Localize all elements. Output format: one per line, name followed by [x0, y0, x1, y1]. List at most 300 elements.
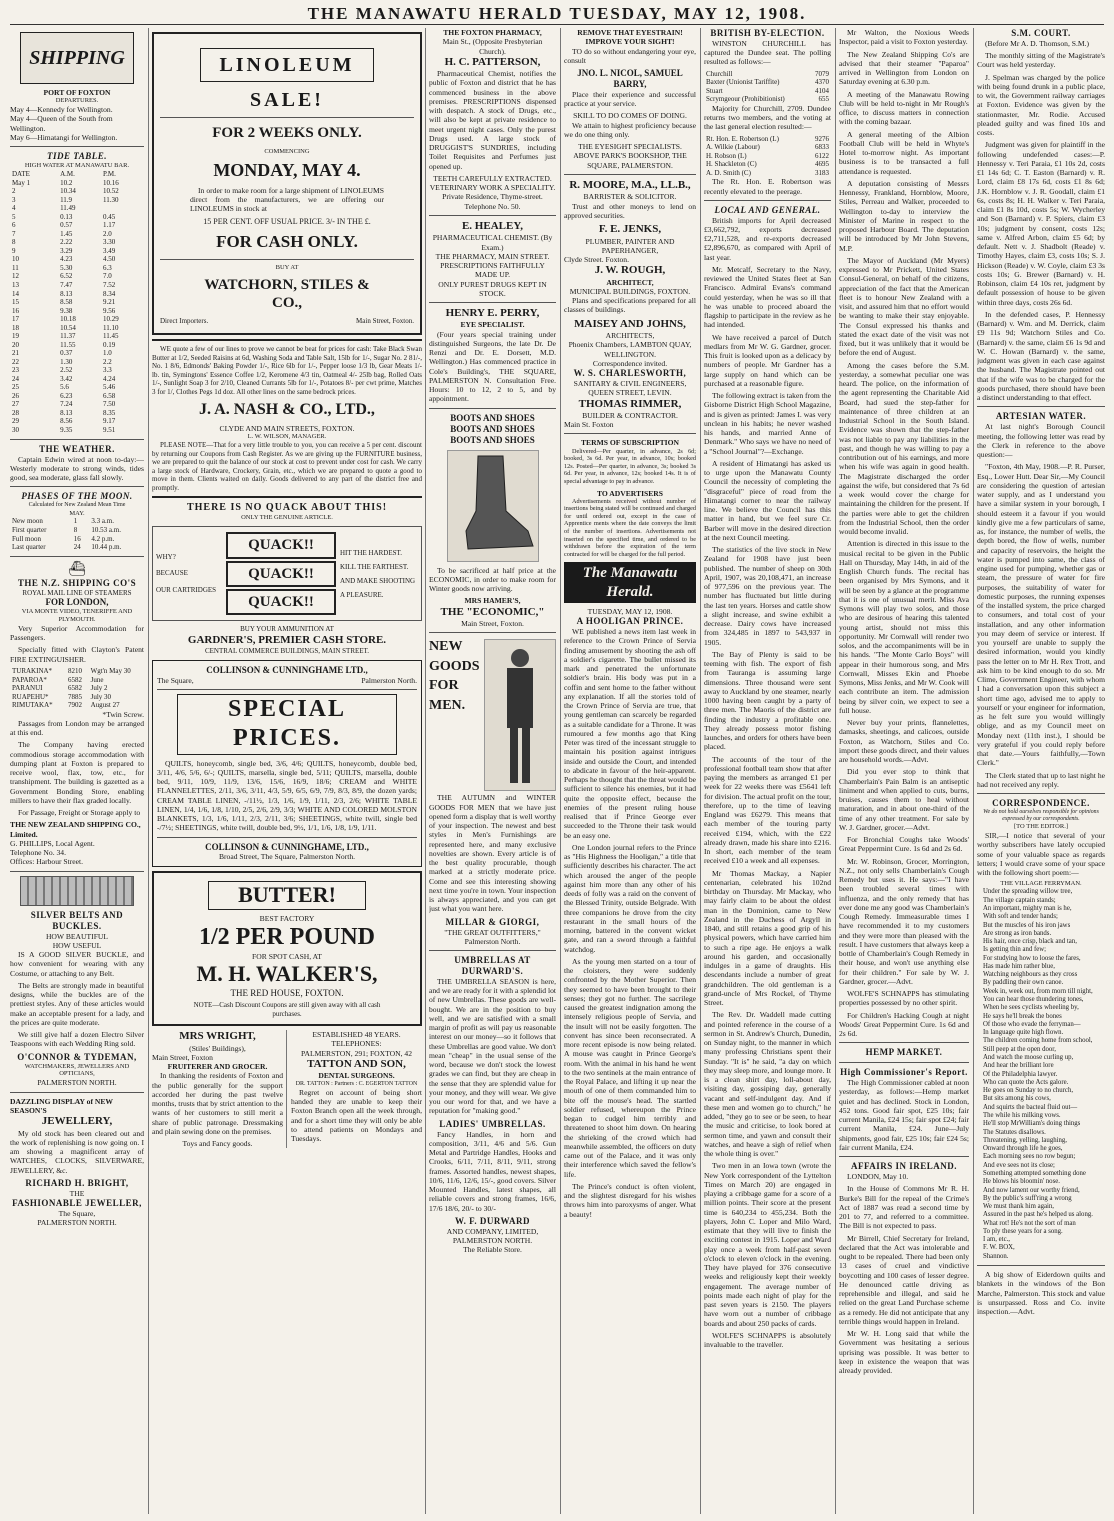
durward-name: W. F. DURWARD: [454, 1215, 531, 1226]
table-cell: 7.47: [60, 280, 73, 289]
table-row: [10, 238, 144, 247]
table-row: [10, 667, 144, 676]
table-row: [10, 543, 144, 552]
prince-paragraph: The Prince's conduct is often violent, and the slightest disregard for his wishes throws him into paroxysms of anger. What a beauty!: [564, 1181, 696, 1219]
charlesworth-name: W. S. CHARLESWORTH,: [573, 368, 687, 379]
table-row: [10, 315, 144, 324]
table-cell: 3.42: [60, 374, 73, 383]
moore-text: Trust and other moneys to lend on approved securities.: [564, 201, 696, 220]
paragraph: And now lament our worthy friend,: [983, 1186, 1080, 1194]
paragraph: At last night's Borough Council meeting, the following letter was read by the Clerk in reference to the above question:—: [977, 422, 1105, 460]
millar-name: MILLAR & GIORGI,: [445, 916, 540, 927]
table-cell: 30: [12, 426, 19, 434]
butter-price: 1/2 PER POUND: [199, 923, 375, 950]
table-row: [704, 70, 831, 79]
table-cell: Full moon: [12, 534, 41, 543]
tatton-telephones: TELEPHONES:: [331, 1039, 382, 1049]
rimmer-sub: BUILDER & CONTRACTOR.: [582, 410, 678, 420]
paragraph: For Children's Hacking Cough at night Woods' Great Peppermint Cure. 1s 6d and 2s 6d.: [839, 1010, 969, 1038]
private-residence: Private Residence, Thyme-street. Telephone No. 50.: [442, 192, 543, 211]
maisey-address: Phoenix Chambers, LAMBTON QUAY, WELLINGTON.: [568, 340, 692, 359]
tatton-telephones-numbers: PALMERSTON, 291; FOXTON, 42: [300, 1048, 413, 1058]
paragraph: The Clerk stated that up to last night he had not received any reply.: [977, 770, 1105, 789]
paragraph: The children coming home from school,: [983, 1037, 1093, 1045]
table-cell: 4370: [815, 78, 829, 87]
table-cell: 3.3 a.m.: [91, 517, 114, 526]
table-cell: 23: [12, 366, 19, 375]
paragraph: Of those who evade the ferryman—: [983, 1020, 1081, 1028]
column-pharmacy: [429, 28, 556, 1514]
paragraph: What rot! He's not the sort of man: [983, 1219, 1076, 1227]
linoleum-buy-at: BUY AT: [275, 264, 299, 272]
election-title: BRITISH BY-ELECTION.: [710, 28, 825, 38]
table-cell: 10: [12, 255, 19, 264]
paragraph: A general meeting of the Albion Football Club will be held in Whyte's Hotel to-morrow night. As important business is to be transacted a full attendance is requested.: [839, 129, 969, 176]
table-cell: A. D. Smith (C): [706, 168, 751, 177]
tatton-text: Regret on account of being short handed they are unable to keep their Foxton Branch open all the week through, and for a short time they will only be able to attend patients on Mondays and Tuesdays.: [291, 1087, 422, 1144]
walker-note: NOTE—Cash Discount Coupons are still given away with all cash purchases.: [193, 1001, 381, 1018]
table-cell: 3.3: [103, 366, 112, 375]
quack-right: HIT THE HARDEST.: [340, 548, 403, 557]
table-row: [704, 135, 831, 144]
table-cell: 16: [12, 306, 19, 315]
table-cell: TURAKINA*: [12, 666, 53, 675]
steamer-table: [10, 667, 144, 710]
paragraph: Week in, week out, from morn till night,: [983, 987, 1093, 995]
hemp-title: HEMP MARKET.: [865, 1047, 943, 1058]
table-cell: 9276: [815, 134, 829, 143]
election-text3: The Rt. Hon. E. Robertson was recently elevated to the peerage.: [704, 177, 831, 196]
table-cell: July 2: [90, 684, 108, 693]
correspondence-title: CORRESPONDENCE.: [992, 798, 1090, 809]
paragraph: But the muscles of his iron jaws: [983, 921, 1071, 929]
paragraph: With soft and tender hands;: [983, 913, 1058, 921]
linoleum-commencing: COMMENCING: [264, 148, 310, 156]
nicol-name: JNO. L. NICOL, SAMUEL BARRY,: [577, 68, 683, 89]
column-editorial: [564, 28, 696, 1514]
herald-date: TUESDAY, MAY 12, 1908.: [587, 606, 673, 616]
wolfe-tail: WOLFE'S SCHNAPPS is absolutely invaluable to the traveller.: [704, 1330, 831, 1350]
collinson-ad: [152, 660, 422, 867]
paragraph: An important, mighty man is he,: [983, 904, 1072, 912]
artesian-paragraphs: [977, 422, 1105, 789]
eiderdown-text: A big show of Eiderdown quilts and blankets in the windows of the Bon Marche, Palmerston. This stock and value is unsurpassed. Ross and Co. invite inspection.—Advt.: [977, 1270, 1105, 1317]
quack-box: QUACK!!: [226, 589, 336, 615]
table-cell: 3: [12, 195, 16, 204]
specialists-address: ABOVE PARK'S BOOKSHOP, THE SQUARE, PALMERSTON.: [573, 151, 687, 170]
table-cell: 19: [12, 332, 19, 341]
oconnor-place: PALMERSTON NORTH.: [37, 1078, 117, 1088]
table-cell: 11: [12, 263, 19, 272]
table-cell: 22: [12, 357, 19, 366]
terms-text: Delivered—Per quarter, in advance, 2s 6d; booked, 3s 6d. Per year, in advance, 10s; booked 12s. Posted—Per quarter, in advance, 3s; booked 3s 6d. Per year, in advance, 12s; booked 14s. It is of special advantage to pay in advance.: [564, 447, 696, 485]
table-cell: 5.46: [103, 383, 116, 392]
tatton-partners: DR. TATTON : Partners : C. EGERTON TATTON: [295, 1080, 418, 1087]
table-cell: 25: [12, 383, 19, 392]
table-cell: 1.0: [103, 349, 112, 358]
table-cell: 11.30: [103, 195, 119, 204]
table-row: [704, 152, 831, 161]
table-cell: 10.52: [103, 187, 119, 196]
nz-shipping-sub3: VIA MONTE VIDEO, TENERIFFE AND PLYMOUTH.: [21, 608, 133, 624]
oconnor-sub: WATCHMAKERS, JEWELLERS AND OPTICIANS,: [24, 1062, 130, 1078]
table-cell: 7885: [68, 692, 83, 701]
walker-address: THE RED HOUSE, FOXTON.: [230, 988, 344, 999]
table-cell: 2.52: [60, 366, 73, 375]
table-cell: First quarter: [12, 525, 47, 534]
paragraph: And squirts the bacteal fluid out—: [983, 1103, 1078, 1111]
linoleum-weeks: FOR 2 WEEKS ONLY.: [212, 124, 362, 141]
paragraph: Onward through life he goes,: [983, 1145, 1063, 1153]
paragraph: He says he'll break the bones: [983, 1012, 1062, 1020]
teeth-text: TEETH CAREFULLY EXTRACTED.: [433, 173, 552, 183]
table-cell: 11.45: [103, 332, 119, 341]
table-row: [10, 400, 144, 409]
nz-shipping-sub2: FOR LONDON,: [45, 597, 109, 608]
hemp-text: The High Commissioner cabled at noon yesterday, as follows:—Hemp market quiet and has declined. Stock in London, 452 tons. Good fair spot, £25 10s; fair current Manila, £24 15s; fair spot £24; fair current Manila, £24. June—July shipments, good fair, £25 10s; fair £24 5s; fair current Manila, £24.: [839, 1078, 969, 1152]
butter-title: BUTTER!: [208, 881, 366, 910]
table-cell: Stuart: [706, 86, 723, 95]
table-cell: June: [90, 675, 104, 684]
election-results-table: [704, 70, 831, 104]
paragraph: WOLFE'S SCHNAPPS has stimulating properties possessed by no other spirit.: [839, 989, 969, 1008]
table-row: [10, 281, 144, 290]
butter-sub: BEST FACTORY: [259, 913, 315, 923]
table-cell: 10.44 p.m.: [91, 543, 122, 552]
new-goods-ad: [429, 637, 556, 793]
tide-table-title: TIDE TABLE.: [46, 151, 107, 162]
table-cell: 6.23: [60, 391, 73, 400]
table-row: [10, 221, 144, 230]
table-cell: 4695: [815, 160, 829, 169]
local-general-title: LOCAL AND GENERAL.: [714, 204, 821, 215]
table-cell: 26: [12, 391, 19, 400]
table-cell: 28: [12, 408, 19, 417]
paragraph: The accounts of the tour of the professional football team show that after paying the members as arranged £1 per week for 22 weeks there was £5641 left for division. The actual profit on the tour, therefore, up to the time of leaving England was £6279. This means that each member of the touring party received £194, which, with the £22 already drawn, made his share into £216. In short, each member of the team received £10 a week and all expenses.: [704, 754, 831, 866]
collinson-place: Palmerston North.: [361, 675, 417, 685]
paragraph: Each morning sees no row begun;: [983, 1153, 1076, 1161]
table-cell: 15: [12, 298, 19, 307]
maisey-correspondence: Correspondence invited.: [592, 358, 668, 368]
belts-text2: The Belts are strongly made in beautiful designs, while the buckles are of the prettiest styles. Any of these articles would make an acceptable present for a lady, and the prices are quite moderate.: [10, 980, 144, 1027]
paragraph: Is getting thin and few;: [983, 946, 1047, 954]
economic-address: Main Street, Foxton.: [461, 619, 524, 629]
paragraph: The statistics of the live stock in New Zealand for 1908 have just been published. The number of sheep on 30th April, 1907, was 20,108,471, an increase of 977,596 on the previous year. The number has fluctuated but little during the last ten years. Horses and cattle show a slight increase, and swine exhibit a decrease. Dairy cows have increased from 324,485 in 1897 to 543,937 in 1905.: [704, 545, 831, 647]
table-row: [10, 196, 144, 205]
wright-toys: Toys and Fancy goods.: [182, 1139, 253, 1149]
tatton-established: ESTABLISHED 48 YEARS.: [312, 1030, 401, 1040]
table-cell: RUAPEHU*: [12, 692, 49, 701]
rough-name: J. W. ROUGH,: [594, 264, 666, 277]
table-cell: 13: [12, 280, 19, 289]
table-cell: 0.57: [60, 221, 73, 230]
paragraph: Judgment was given for plaintiff in the following undefended cases:—P. Hennessy v. Teri Paraia, £1 10s 2d, costs £1 14s 6d; C. T. Easton (Barnard) v. R. Lord, claim £8 17s 6d, costs £1 8s 6d; J.K. Hornblow v. J. R. Goodall, claim £1 6s, costs 8s; H. H. Walker v. Teri Paraia, claim £1 8s 10d, costs 5s; W. Wycherley and Son (Barnard) v. P. Spiers, claim £3 10s; judgment by consent, costs 12s; same v. Alfred Arbon, claim £5 6d; by default. Nett v. J. Shadbolt (Reade) v. Timothy Hayes, claim £3, costs 10s; S. J. Hickson (Reade) v. W. Coyle, claim £3 3s costs 10s; G. Brewer (Barnard) v. H. Robinson, claim £4 10s ret, judgment by default possession of house to be given within three days, costs 26s 6d.: [977, 140, 1105, 307]
table-cell: 12: [12, 272, 19, 281]
column-divider: [700, 28, 701, 1514]
table-cell: 9.38: [60, 306, 73, 315]
quack-ad: [152, 526, 422, 621]
linoleum-date: MONDAY, MAY 4.: [213, 160, 361, 180]
linoleum-discount: 15 PER CENT. OFF USUAL PRICE. 3/- IN THE £.: [203, 216, 371, 226]
quack-box: QUACK!!: [226, 561, 336, 587]
paragraph: The Bay of Plenty is said to be teeming with fish. The export of fish from Tauranga is assuming large dimensions. Three thousand were sent away to Auckland by one steamer, nearly 1000 having been caught by a party of three men. The Maoris of the district are finding the industry a profitable one. They already possess motor fishing launches, and orders for others have been placed.: [704, 649, 831, 752]
paragraph: For Bronchial Coughs take Woods' Great Peppermint Cure. 1s 6d and 2s 6d.: [839, 835, 969, 854]
new-goods-line: GOODS: [429, 658, 480, 674]
table-cell: 7079: [815, 69, 829, 78]
paragraph: (Before Mr A. D. Thomson, S.M.): [985, 38, 1090, 48]
nash-manager: L. W. WILSON, MANAGER.: [247, 433, 327, 441]
paragraph: A meeting of the Manawatu Rowing Club will be held to-night in Mr Rough's office, to discuss matters in connection with the coming bazaar.: [839, 89, 969, 127]
jenks-name: F. E. JENKS,: [598, 223, 662, 236]
paragraph: Has made him rather blue,: [983, 962, 1055, 970]
paragraph: And eve sees not its close;: [983, 1161, 1055, 1169]
boots-text: To be sacrificed at half price at the ECONOMIC, in order to make room for Winter goods now arriving.: [429, 565, 556, 594]
belts-sub1: HOW BEAUTIFUL: [45, 931, 109, 941]
tide-table-subtitle: HIGH WATER AT MANAWATU BAR.: [24, 162, 130, 170]
table-cell: 8: [73, 525, 78, 534]
table-row: [10, 349, 144, 358]
butter-cash: FOR SPOT CASH, AT: [252, 952, 322, 962]
moore-sub: BARRISTER & SOLICITOR.: [583, 192, 677, 202]
table-row: [10, 409, 144, 418]
table-cell: 1.30: [60, 357, 73, 366]
table-cell: [101, 204, 144, 213]
table-cell: 6.3: [103, 263, 112, 272]
durward-sub: AND COMPANY, LIMITED,: [446, 1226, 539, 1236]
linoleum-cash: FOR CASH ONLY.: [216, 232, 358, 252]
belts-sub2: HOW USEFUL: [52, 940, 102, 950]
nicol-text: Place their experience and successful practice at your service.: [564, 89, 696, 109]
paragraph: A resident of Himatangi has asked us to urge upon the Manawatu County Council the necessity of completing the "disgraceful" piece of road from the Himatangi corner to near the railway line. We believe the Council has this matter in hand, but we feel sure Cr. Barber will move in the desired direction at the next Council meeting.: [704, 458, 831, 542]
paragraph: For studying how to loose the fares,: [983, 954, 1081, 962]
table-cell: 5.30: [60, 263, 73, 272]
table-row: [704, 78, 831, 87]
nz-shipping-title: THE N.Z. SHIPPING CO'S: [17, 577, 137, 588]
table-row: [10, 204, 144, 213]
ladies-umbrellas-title: LADIES' UMBRELLAS.: [439, 1118, 546, 1129]
table-row: [10, 332, 144, 341]
paragraph: Still peep at the open door,: [983, 1045, 1056, 1053]
collinson2-name: COLLINSON & CUNNINGHAME, LTD.,: [205, 841, 369, 852]
tide-col-pm: P.M.: [103, 170, 116, 179]
new-goods-line: MEN.: [429, 698, 466, 714]
maisey-sub: ARCHITECTS,: [605, 331, 655, 341]
watchorn-sub: Direct Importers.: [160, 316, 209, 325]
table-row: [704, 160, 831, 169]
table-cell: 8: [12, 238, 16, 247]
durward-store: The Reliable Store.: [463, 1245, 522, 1255]
paragraph: Assured in the past he's helped us along.: [983, 1211, 1093, 1219]
healey-address: THE PHARMACY, MAIN STREET.: [435, 251, 550, 261]
linoleum-sale: SALE!: [250, 89, 324, 112]
table-cell: 20: [12, 340, 19, 349]
offices-text: Offices: Harbour Street.: [10, 857, 84, 867]
table-cell: 10.2: [60, 178, 73, 187]
table-row: [10, 298, 144, 307]
paragraph: Mr Walton, the Noxious Weeds Inspector, paid a visit to Foxton yesterday.: [839, 28, 969, 47]
tatton-name: TATTON AND SON,: [307, 1057, 406, 1070]
paragraph: And hear the brilliant lore: [983, 1062, 1054, 1070]
healey-name: E. HEALEY,: [461, 219, 524, 232]
table-cell: 4: [12, 204, 16, 213]
paragraph: You can hear those thundering tones,: [983, 996, 1084, 1004]
walker-name: M. H. WALKER'S,: [196, 961, 378, 987]
table-cell: 6122: [815, 151, 829, 160]
table-cell: May 1: [12, 178, 31, 187]
table-cell: RIMUTAKA*: [12, 701, 53, 710]
gardner-address: CENTRAL COMMERCE BUILDINGS, MAIN STREET.: [204, 647, 370, 656]
table-cell: 7.52: [103, 280, 116, 289]
foxton-pharmacy-sub: Main St., (Opposite Presbyterian Church).: [442, 37, 543, 56]
foxton-pharmacy-title: THE FOXTON PHARMACY,: [443, 28, 542, 37]
paragraph: Mr. W. Robinson, Grocer, Morrington, N.Z., not only sells Chamberlain's Cough Remedy but uses it. He says:—"I have been troubled several times with influenza, and the only remedy that has ever done me any good was Chamberlain's Cough Remedy. Immeasurable times I have recommended it to my customers and they were more than pleased with the result. I have customers that always keep a bottle of Chamberlain's Cough Remedy in their house, and won't use anything else for their children." For sale by W. J. Gardner, grocer.—Advt.: [839, 856, 969, 986]
table-cell: 6582: [68, 684, 83, 693]
table-row: [10, 535, 144, 544]
shipping-logo: SHIPPING: [20, 32, 134, 84]
nz-shipping-sub1: ROYAL MAIL LINE OF STEAMERS: [22, 588, 132, 597]
nz-shipping-text1: Very Superior Accommodation for Passengers.: [10, 623, 144, 643]
masthead: THE MANAWATU HERALD TUESDAY, MAY 12, 1908.: [307, 4, 807, 23]
paragraph: Under the spreading willow tree,: [983, 888, 1073, 896]
table-cell: 11.55: [60, 340, 76, 349]
rough-sub2: MUNICIPAL BUILDINGS, FOXTON.: [569, 286, 691, 296]
paragraph: By the public's suff'ring a wrong: [983, 1194, 1072, 1202]
table-cell: 9.35: [60, 426, 73, 434]
table-cell: Rt. Hon. E. Robertson (L): [706, 134, 779, 143]
table-cell: 24: [73, 543, 81, 552]
table-cell: 6833: [815, 143, 829, 152]
eyestrain-title: REMOVE THAT EYESTRAIN! IMPROVE YOUR SIGHT!: [577, 28, 683, 47]
table-cell: 6: [12, 221, 16, 230]
paragraph: Mr. Metcalf, Secretary to the Navy, reviewed the United States fleet at San Francisco. Admiral Evans's command could yesterday, when he was so ill that he was unable to proceed aboard the flagship to participate in the review as he had intended.: [704, 264, 831, 330]
table-cell: 8.56: [60, 417, 73, 426]
freight-text: For Passage, Freight or Storage apply to: [18, 808, 141, 818]
artesian-title: ARTESIAN WATER.: [995, 411, 1087, 422]
table-cell: 3.29: [60, 246, 73, 255]
table-cell: 8.35: [103, 408, 116, 417]
table-cell: 11.49: [60, 204, 76, 213]
table-cell: 7902: [68, 701, 83, 710]
patterson-text: Pharmaceutical Chemist, notifies the public of Foxton and district that he has commenced business in the above premises. PRESCRIPTIONS dispensed with despatch. A stock of Drugs, etc., will also be kept at private residence to meet urgent night cases. Only the purest Drugs used. A large stock of DRUGGIST'S SUNDRIES, including Toilet Requisites and Perfumes just opened up.: [429, 69, 556, 171]
paragraph: A deputation consisting of Messrs Hennessy, Frankland, Hornblow, Moore, Stiles, Perreau and Walker, proceeded to Wellington to-day to interview the Minister of Marine in respect to the proposed Harbour Board. The deputation will be introduced by Mr John Stevens, M.P.: [839, 178, 969, 253]
paragraph: Did you ever stop to think that Chamberlain's Pain Balm is an antiseptic liniment and when applied to cuts, burns, bruises, causes them to heal without maturation, and in about one-third of the time of any other treatment. For sale by W. J. Gardner, grocer.—Advt.: [839, 767, 969, 832]
tide-table-body: [10, 179, 144, 435]
paragraph: The Rev. Dr. Waddell made cutting and pointed reference in the course of a sermon in St. Andrew's Church, Dunedin, on Sunday night, to the manner in which many professing Christians spent their Sunday. "It is" he said, "a day on which they may sleep more, and lounge more. It is a clean shirt day, loll-about day, visiting day, gossiping day, generally vacant and self-indulgent day. And if these men and women go to church," he added, "they go to see or be seen, to hear the music and criticise, to look bored at sermon time, and yawn and consult their watches, and heave a sigh of relief when the whole thing is over.": [704, 1010, 831, 1159]
table-row: [10, 392, 144, 401]
linoleum-text: In order to make room for a large shipment of LINOLEUMS direct from the manufacturers, we are offering our LINOLEUMS in stock at: [190, 185, 384, 214]
table-cell: 0.37: [60, 349, 73, 358]
bright-the: THE: [69, 1188, 85, 1198]
rimmer-address: Main St. Foxton: [564, 420, 614, 430]
paragraph: F. W. BOX,: [983, 1244, 1015, 1252]
column-divider: [560, 28, 561, 1514]
jenks-address: Clyde Street. Foxton.: [564, 255, 629, 264]
table-cell: 27: [12, 400, 19, 409]
moon-title: PHASES OF THE MOON.: [21, 491, 133, 502]
weather-text: Captain Edwin wired at noon to-day:—Westerly moderate to strong winds, tides good, sea moderate, glass fall slowly.: [10, 454, 144, 482]
table-cell: Churchill: [706, 69, 733, 78]
passages-text: Passages from London may be arranged at this end.: [10, 718, 144, 738]
prince-paragraph: As the young men started on a tour of the cloisters, they were suddenly confronted by the Mother Superior. Then they seemed to have been brought to their senses; they got no further. The sacrilege caused the greatest indignation among the intensely religious people of Servia, and the insult will not be easily forgotten. The convent has since been reconsecrated. A more recent episode is now being related. A mouse was caught in Prince George's room. With the animal in his hand he went to the two sentinels at the main entrance of the Royal Palace, and lifting it up near the mouth of one of them commanded him to bite off the mouse's head. The startled soldier refused, whereupon the Prince began to cudgel him terribly and threatened to shoot him down. On hearing the shrieking of the crowd which had meanwhile assembled, the officers on duty came out of the Palace, and it was only their interference which saved the fellow's life.: [564, 956, 696, 1179]
list-item: May 4—Kennedy for Wellington.: [10, 105, 113, 115]
table-cell: 8210: [68, 666, 83, 675]
table-cell: 10.29: [103, 315, 119, 324]
paragraph: He goes on Sunday to no church,: [983, 1087, 1074, 1095]
table-cell: 6.52: [60, 272, 73, 281]
oconnor-name: O'CONNOR & TYDEMAN,: [17, 1051, 137, 1062]
perry-sub: EYE SPECIALIST.: [460, 320, 525, 330]
table-row: [10, 307, 144, 316]
local-news-list: [704, 216, 831, 1328]
ammo-text: BUY YOUR AMMUNITION AT: [240, 625, 334, 634]
nash-note: PLEASE NOTE—That for a very little trouble to you, you can receive a 5 per cent. discount by returning our Coupons from Cash Register. As we are giving up the FURNITURE business, we are prepared to quit the balance of our stock at cost to prevent under cost for cash. We carry a large stock of Hardware, Crockery, Grain, etc., which we are prepared to quote a good to move in them. Clients waited on daily. Goods delivered to any part of the district free and promptly.: [152, 441, 422, 492]
jenks-sub: PLUMBER, PAINTER AND PAPERHANGER,: [585, 236, 675, 255]
table-row: [10, 213, 144, 222]
telephone-text: Telephone No. 34.: [10, 848, 66, 858]
table-row: [10, 526, 144, 535]
column-divider: [148, 28, 149, 1514]
maisey-name: MAISEY AND JOHNS,: [574, 317, 686, 330]
table-cell: 0.19: [103, 340, 116, 349]
nash-intro: WE quote a few of our lines to prove we cannot be beat for prices for cash: Take Black Swan Butter at 1/2, Seeded Raisins at 6d, Washing Soda and Table Salt, 15lb for 1/-, Sugar No. 2 81/-, No. 1 8/6, Edmonds' Baking Powder 1/-, Rice 6lb for 1/-, Pepper loose 1/3 lb, Gear Meats 1/- lb. tin, Symingtons' Essence Coffee 1/2, Keromene 4/3 tin, Oatmeal 4/- 25lb bag, Rolled Oats 1/-, Sunlight Soap 3 for 2/10, Cleaned Currants 5lb for 1/-, Potatoes 8/- per cwt prime, Matches 3 for 1/, Clothes Pegs 1d doz. All other lines on the same bedrock prices.: [152, 345, 422, 396]
nash-name: J. A. NASH & CO., LTD.,: [199, 401, 375, 419]
table-cell: A. Wilkie (Labour): [706, 143, 760, 152]
paragraph: Something attempted something done: [983, 1169, 1086, 1177]
table-cell: 2.2: [103, 357, 112, 366]
table-row: [10, 179, 144, 188]
quack-left: BECAUSE: [156, 569, 188, 578]
paragraph: Two men in an Iowa town (wrote the New York correspondent of the Lyttelton Times on March 20) are engaged in playing a cribbage game for a score of a million points. Their score at the present time is 640,234 to 455,234. Both the players, John C. Loper and Milo Ward, estimate that they will live to finish the exciting contest in 1915. Loper and Ward play once a week from half-past seven o'clock to eleven o'clock in the evening. They have played for 376 consecutive weeks and religiously kept their weekly engagement. The average number of points made each night of play for the past seven years is 2150. The players have worn out a number of cribbage boards and about 250 packs of cards.: [704, 1161, 831, 1328]
correspondence-note: We do not hold ourselves responsible for opinions expressed by our correspondents.: [983, 809, 1099, 823]
column-advertisements: [152, 28, 422, 1514]
paragraph: But sits among his cows,: [983, 1095, 1051, 1103]
column-local-news-continued: [839, 28, 969, 1514]
table-cell: 7.24: [60, 400, 73, 409]
quack-right: KILL THE FARTHEST.: [340, 562, 409, 571]
paragraph: The village captain stands;: [983, 896, 1056, 904]
paragraph: And watch the moose curling up,: [983, 1054, 1074, 1061]
table-cell: 8.13: [60, 289, 73, 298]
table-cell: 5.6: [60, 383, 69, 392]
wright-text: In thanking the residents of Foxton and the public generally for the support accorded her during the past twelve months, trusts that by strict attention to the wants of her customers to still merit a share of public patronage. Dressmaking and plain sewing done on the premises.: [152, 1071, 283, 1136]
paragraph: His hair, once crisp, black and tan,: [983, 938, 1077, 946]
table-cell: 3.49: [103, 246, 116, 255]
belts-title: SILVER BELTS AND BUCKLES.: [30, 909, 124, 931]
terms-title: TERMS OF SUBSCRIPTION: [580, 438, 680, 448]
election-text: WINSTON CHURCHILL has captured the Dundee seat. The polling resulted as follows:—: [704, 38, 831, 67]
collinson-name: COLLINSON & CUNNINGHAME LTD.,: [206, 664, 368, 675]
paragraph: In the defended cases, P. Hennessy (Barnard) v. Wm. and M. Derrick, claim £9 11s 9d; Watchorn Stiles and Co. (Barnard) v. the same, claim £6 1s 9d and W. C. Howan (Barnard) v. the same, judgment was given in each case against the husband. The Magistrate pointed out that if the wife was to be charged for the goods purchased, there should have been a distinct understanding to that effect.: [977, 309, 1105, 403]
weather-title: THE WEATHER.: [39, 443, 115, 454]
paragraph: We must thank him again,: [983, 1203, 1054, 1211]
boot-illustration: [447, 450, 539, 562]
table-cell: 16: [73, 534, 81, 543]
local-news-list: [839, 28, 969, 1038]
table-row: [704, 87, 831, 96]
table-row: [10, 684, 144, 693]
column-shipping: [10, 28, 144, 1514]
table-cell: 10.34: [60, 187, 76, 196]
table-cell: Scrymgeour (Prohibitionist): [706, 95, 785, 104]
paragraph: Mr Birrell, Chief Secretary for Ireland, declared that the Act was intolerable and ought to be repealed. There had been only 13 cases of cruel and vindictive boycotting and 100 cases of lesser degree. He denounced cattle driving as reprehensible and illegal, and said he relied on the great Land Purchase scheme as a remedy. He did not anticipate that any terrible things would happen in Ireland.: [839, 1233, 969, 1326]
election-text2: Majority for Churchill, 2709. Dundee returns two members, and the voting at the last general election resulted:—: [704, 103, 831, 132]
boots-heading: BOOTS AND SHOES: [450, 412, 535, 423]
paragraph: Shannon.: [983, 1252, 1009, 1260]
charlesworth-address: QUEEN STREET, LEVIN.: [588, 388, 672, 398]
table-cell: 4.50: [103, 255, 116, 264]
list-item: May 6—Himatangi for Wellington.: [10, 132, 118, 142]
wright-trade: FRUITERER AND GROCER.: [167, 1062, 268, 1072]
